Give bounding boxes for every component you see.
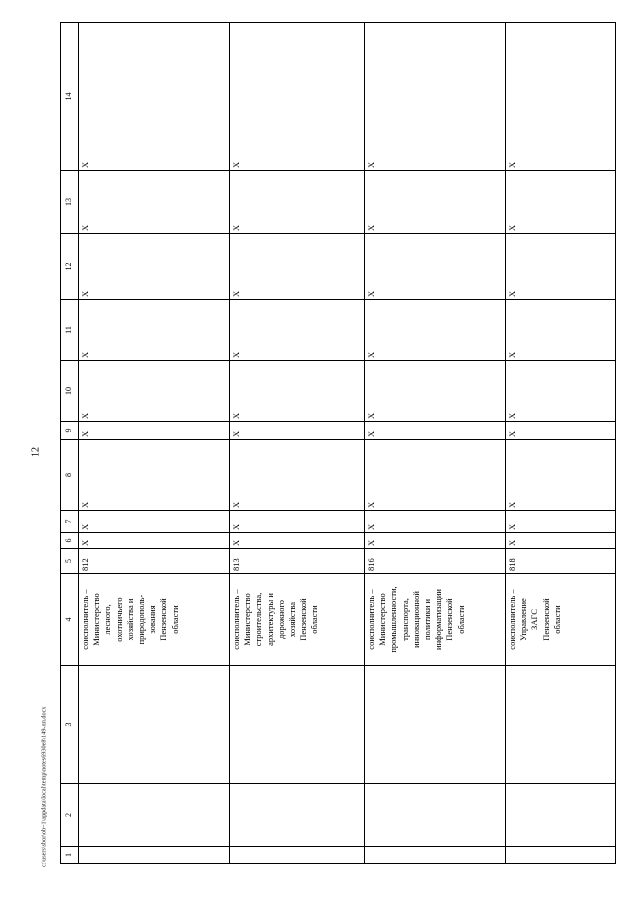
table-row xyxy=(506,22,616,864)
page-number: 12 xyxy=(30,447,42,457)
header-cell: 14 xyxy=(61,22,78,170)
mark-cell: X xyxy=(365,170,505,233)
mark-cell: X xyxy=(230,510,364,532)
header-cell: 7 xyxy=(61,510,78,532)
mark-cell: X xyxy=(79,421,229,439)
mark-cell: X xyxy=(365,421,505,439)
empty-cell xyxy=(506,846,615,863)
empty-cell xyxy=(230,846,364,863)
header-cell: 10 xyxy=(61,360,78,421)
mark-cell: X xyxy=(365,299,505,360)
mark-cell: X xyxy=(230,170,364,233)
mark-cell: X xyxy=(506,421,615,439)
header-row xyxy=(60,22,79,864)
header-cell: 12 xyxy=(61,233,78,299)
mark-cell: X xyxy=(365,510,505,532)
mark-cell: X xyxy=(79,360,229,421)
empty-cell xyxy=(365,783,505,846)
mark-cell: X xyxy=(79,233,229,299)
code-cell: 812 xyxy=(79,548,229,573)
mark-cell: X xyxy=(79,170,229,233)
mark-cell: X xyxy=(365,360,505,421)
empty-cell xyxy=(230,665,364,783)
mark-cell: X xyxy=(230,233,364,299)
empty-cell xyxy=(79,846,229,863)
mark-cell: X xyxy=(506,22,615,170)
mark-cell: X xyxy=(79,22,229,170)
mark-cell: X xyxy=(506,360,615,421)
budget-table xyxy=(60,22,616,864)
empty-cell xyxy=(79,783,229,846)
code-cell: 816 xyxy=(365,548,505,573)
empty-cell xyxy=(506,665,615,783)
mark-cell: X xyxy=(230,22,364,170)
mark-cell: X xyxy=(79,510,229,532)
mark-cell: X xyxy=(506,170,615,233)
mark-cell: X xyxy=(365,233,505,299)
mark-cell: X xyxy=(79,299,229,360)
code-cell: 818 xyxy=(506,548,615,573)
mark-cell: X xyxy=(230,299,364,360)
empty-cell xyxy=(506,783,615,846)
file-path-footer: c:\users\sbor\ob~1\appdata\local\temp\notes6930e8\149-лп.docx xyxy=(40,706,48,867)
header-cell: 1 xyxy=(61,846,78,863)
mark-cell: X xyxy=(230,439,364,510)
executor-cell: соисполнитель – Министерство промышленности, транспорта, инновационной политики и информатизации Пензенской области xyxy=(365,573,505,665)
executor-cell: соисполнитель – Министерство лесного, охотничьего хозяйства и природополь- зования Пензенской области xyxy=(79,573,229,665)
header-cell: 9 xyxy=(61,421,78,439)
budget-table-wrapper xyxy=(60,22,616,864)
header-cell: 11 xyxy=(61,299,78,360)
mark-cell: X xyxy=(230,360,364,421)
empty-cell xyxy=(79,665,229,783)
header-cell: 2 xyxy=(61,783,78,846)
header-cell: 6 xyxy=(61,532,78,548)
mark-cell: X xyxy=(365,439,505,510)
empty-cell xyxy=(365,846,505,863)
table-row xyxy=(230,22,365,864)
empty-cell xyxy=(365,665,505,783)
mark-cell: X xyxy=(230,421,364,439)
mark-cell: X xyxy=(506,299,615,360)
header-cell: 13 xyxy=(61,170,78,233)
mark-cell: X xyxy=(230,532,364,548)
table-row xyxy=(365,22,506,864)
mark-cell: X xyxy=(506,439,615,510)
mark-cell: X xyxy=(506,510,615,532)
executor-cell: соисполнитель – Министерство строительства, архитектуры и дорожного хозяйства Пензенской области xyxy=(230,573,364,665)
header-cell: 4 xyxy=(61,573,78,665)
code-cell: 813 xyxy=(230,548,364,573)
mark-cell: X xyxy=(365,22,505,170)
mark-cell: X xyxy=(506,233,615,299)
empty-cell xyxy=(230,783,364,846)
mark-cell: X xyxy=(79,532,229,548)
header-cell: 5 xyxy=(61,548,78,573)
mark-cell: X xyxy=(506,532,615,548)
header-cell: 8 xyxy=(61,439,78,510)
mark-cell: X xyxy=(79,439,229,510)
mark-cell: X xyxy=(365,532,505,548)
table-row xyxy=(79,22,230,864)
executor-cell: соисполнитель – Управление ЗАГС Пензенской области xyxy=(506,573,615,665)
header-cell: 3 xyxy=(61,665,78,783)
